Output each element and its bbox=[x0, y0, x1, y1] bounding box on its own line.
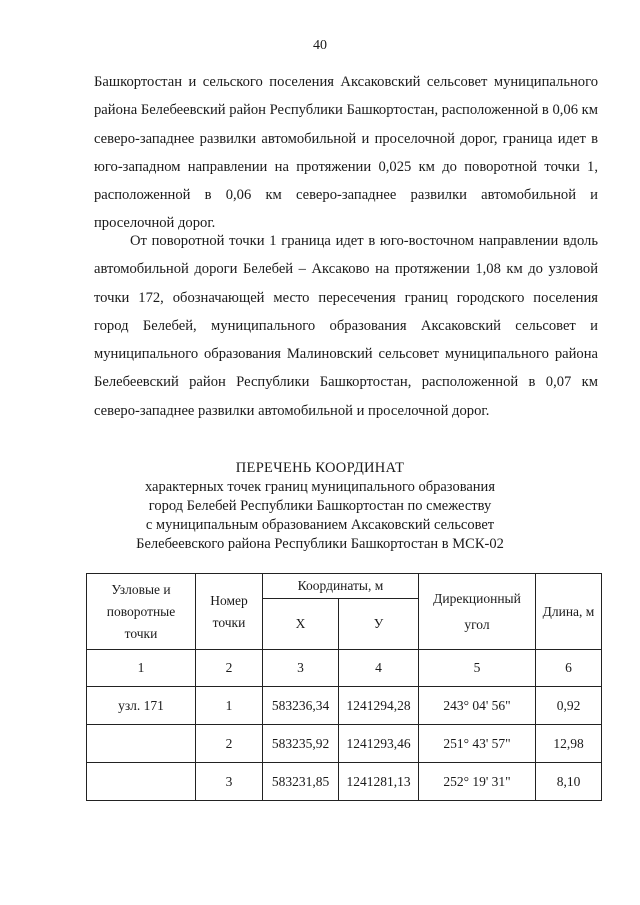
cell-angle: 252° 19' 31" bbox=[419, 763, 536, 801]
header-coordinates: Координаты, м bbox=[263, 574, 419, 599]
cell-node bbox=[87, 763, 196, 801]
cell-number: 3 bbox=[196, 763, 263, 801]
table-heading bbox=[0, 459, 640, 554]
cell-x: 583236,34 bbox=[263, 687, 339, 725]
coordinates-table bbox=[86, 573, 602, 801]
cell-y: 1241281,13 bbox=[339, 763, 419, 801]
heading-title: ПЕРЕЧЕНЬ КООРДИНАТ bbox=[235, 460, 405, 476]
header-x: Х bbox=[263, 599, 339, 650]
column-number-5: 5 bbox=[419, 650, 536, 687]
paragraph-2: От поворотной точки 1 граница идет в юго-восточном направлении вдоль автомобильной дороги Белебей – Аксаково на протяжении 1,08 км до узловой точки 172, обозначающей место пересечения границ городского поселения город Белебей, муниципального образования Аксаковский сельсовет и муниципального образования Малиновский сельсовет муниципального района Белебеевский район Республики Башкортостан, расположенной в 0,07 км северо-западнее развилки автомобильной и проселочной дорог. bbox=[94, 233, 598, 419]
cell-number: 1 bbox=[196, 687, 263, 725]
cell-angle: 251° 43' 57" bbox=[419, 725, 536, 763]
cell-y: 1241294,28 bbox=[339, 687, 419, 725]
cell-number: 2 bbox=[196, 725, 263, 763]
column-number-1: 1 bbox=[87, 650, 196, 687]
heading-line-3: с муниципальным образованием Аксаковский сельсовет bbox=[145, 517, 495, 533]
header-nodes: Узловые и поворотные точки bbox=[87, 574, 196, 650]
column-number-2: 2 bbox=[196, 650, 263, 687]
heading-line-4: Белебеевского района Республики Башкортостан в МСК-02 bbox=[136, 536, 504, 552]
header-number: Номер точки bbox=[196, 574, 263, 650]
page-number: 40 bbox=[313, 38, 327, 53]
table-row bbox=[87, 725, 602, 763]
cell-node: узл. 171 bbox=[87, 687, 196, 725]
table-row bbox=[87, 687, 602, 725]
cell-node bbox=[87, 725, 196, 763]
header-direction: Дирекционный угол bbox=[419, 574, 536, 650]
header-y: У bbox=[339, 599, 419, 650]
column-number-3: 3 bbox=[263, 650, 339, 687]
cell-length: 8,10 bbox=[536, 763, 602, 801]
paragraph-1: Башкортостан и сельского поселения Аксаковский сельсовет муниципального района Белебеевский район Республики Башкортостан, расположенной в 0,06 км северо-западнее развилки автомобильной и проселочной дорог, граница идет в юго-западном направлении на протяжении 0,025 км до поворотной точки 1, расположенной в 0,06 км северо-западнее развилки автомобильной и проселочной дорог. bbox=[94, 74, 598, 232]
heading-line-1: характерных точек границ муниципального образования bbox=[145, 479, 495, 495]
cell-x: 583235,92 bbox=[263, 725, 339, 763]
cell-length: 12,98 bbox=[536, 725, 602, 763]
header-length: Длина, м bbox=[536, 574, 602, 650]
cell-angle: 243° 04' 56" bbox=[419, 687, 536, 725]
cell-length: 0,92 bbox=[536, 687, 602, 725]
cell-y: 1241293,46 bbox=[339, 725, 419, 763]
cell-x: 583231,85 bbox=[263, 763, 339, 801]
column-number-6: 6 bbox=[536, 650, 602, 687]
column-number-4: 4 bbox=[339, 650, 419, 687]
heading-line-2: город Белебей Республики Башкортостан по смежеству bbox=[148, 498, 492, 514]
table-row bbox=[87, 763, 602, 801]
